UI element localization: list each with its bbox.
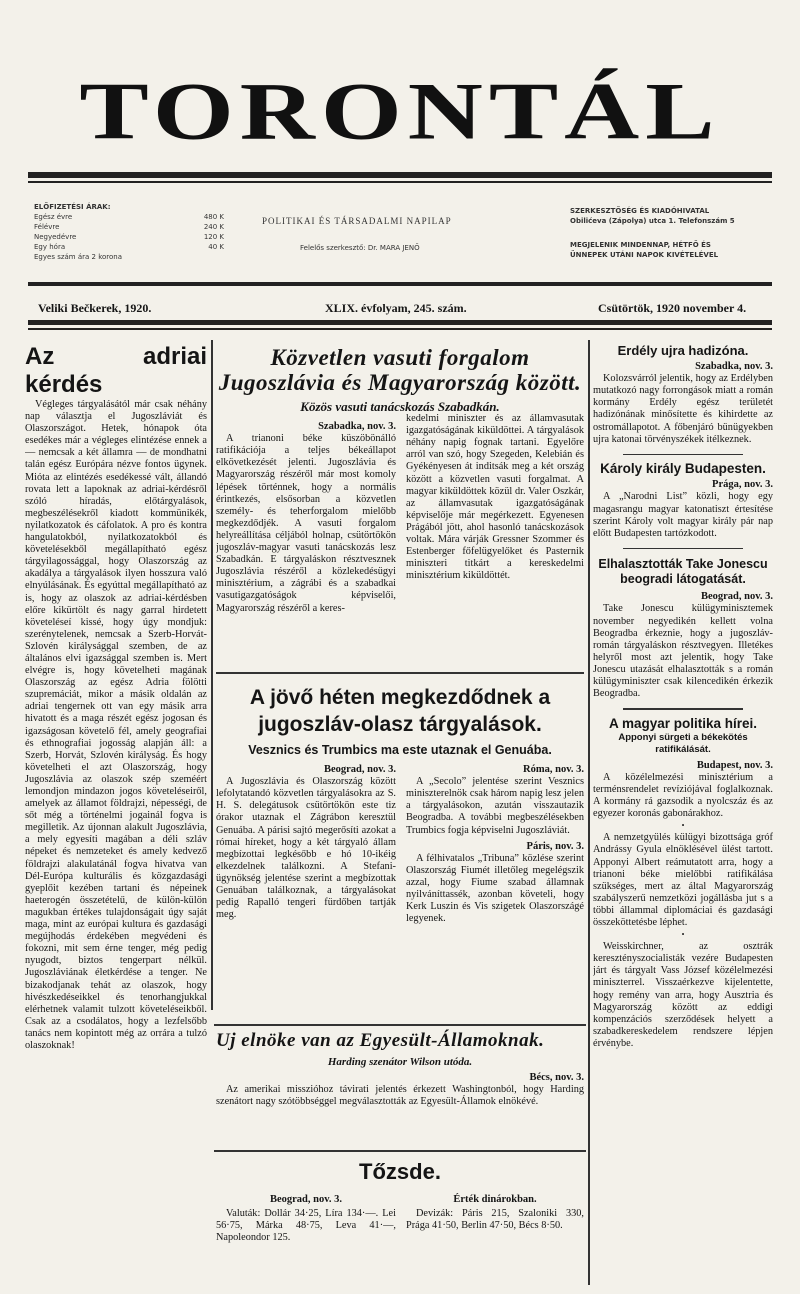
article-subtitle: Apponyi sürgeti a békekötés ratifikálását. [618,731,748,755]
article-adriai [25,343,207,1278]
article-body-right: kedelmi miniszter és az államvasutak igazgatóságának kiküldöttei. A tárgyalások néhány napig fognak tartani. Egyelőre arról van szó, hogy Szegeden, Kelebián és Gyékényesen át inditsák meg a két ország között a közvetlen vasuti forgalmat. A magyar kiküldöttek közül dr. Valer Oszkár, az államvasutak igazgatóságának képviselője már megérkezett. Egyenesen Prágából jött, ahol hasonló tanácskozások voltak. Mára várják Gressner Szommer és Estenberger főfelügyelőket és Pasternik miniszteri titkárt a kereskedelmi minisztérium kiküldöttét. [406,413,584,582]
article-body: Kolozsvárról jelentik, hogy az Erdélyben mutatkozó nagy forrongások miatt a román kormány Erdély egész területét hadizónának minősítette és kihirdette az ostromállapotot. A főbenjáró bünügyekben ujra katonai törvényszékek itélkeznek. [593,373,773,445]
article-body-1: A közélelmezési minisztérium a terménsrendelet revíziójával foglalkoznak. A kormány rá gazsodik a nyolcszáz és az egyezer koronás gabonárakhoz. [593,771,773,820]
article-elnok [216,1028,584,1140]
article-title: Károly király Budapesten. [600,461,766,477]
article-title: Tőzsde. [359,1159,441,1184]
article-dateline: Prága, nov. 3. [712,479,773,491]
dateline-rule [28,320,772,325]
masthead-rule [28,172,772,178]
header-rule [28,282,772,286]
article-body-right-1: A „Secolo” jelentése szerint Vesznics miniszterelnök csak három napig lesz jelen a tárgyalásokon, azután visszautazik Beogradba. A további megbeszélésekben Trumbics fogja képviselni Jugoszláviát. [406,776,584,836]
article-dateline: Bécs, nov. 3. [529,1072,584,1084]
article-jonescu [593,557,773,700]
dateline-right-2: Páris, nov. 3. [526,840,584,852]
article-body: Take Jonescu külügyminisztemek november negyedikén kellett volna Beogradba érkeznie, hogy a jugoszláv-román tárgyaláskon résztvegyen. Illetékes helyről most azt jelentik, hogy Take Jonescu utazását elhalasztották s a román külügyminiszter csak kilencedikén érkezik Beogradba. [593,603,773,700]
article-title: Uj elnöke van az Egyesült-Államoknak. [216,1030,545,1051]
place-year: Veliki Bečkerek, 1920. [38,301,152,315]
article-dateline: Budapest, nov. 3. [696,759,773,771]
dateline-left: Beograd, nov. 3. [323,764,396,776]
separator-dot: • [681,930,685,940]
volume-number: XLIX. évfolyam, 245. szám. [325,301,467,315]
section-rule [214,1024,586,1026]
article-subtitle: Közös vasuti tanácskozás Szabadkán. [300,399,500,414]
dateline-rule-thin [28,328,772,330]
article-title: A jövő héten megkezdődnek a jugoszláv-olasz tárgyalások. [249,686,551,736]
article-body-left: A trianoni béke küszöbönálló ratifikációja a teljes békeállapot elkövetkezését jelenti. Jugoszlávia és Magyarország részéről már most komoly lépések történnek, hogy a normális érintkezés, elsősorban a közvetlen személy- és teherforgalom mielőbb megkezdődjék. A vasuti forgalom helyreállítása céljából holnap, csütörtökön jugoszláv-magyar vasuti tanácskozás lesz Szabadkán. E tárgyaláskon résztvesznek Jugoszlávia részéről a közlekedésügyi minisztérium, a zágrábi és a szabadkai vasutigazgatóságok képviselői, Magyarország részéről a keres- [216,433,396,614]
article-subtitle: Harding szenátor Wilson utóda. [327,1056,473,1068]
article-body-right: Devizák: Páris 215, Szaloniki 330, Prága 41·50, Berlin 47·50, Bécs 8·50. [406,1208,584,1232]
article-karoly [593,463,773,540]
article-body-2: A nemzetgyülés külügyi bizottsága gróf Andrássy Gyula elnöklésével ülést tartott. Apponyi Albert reámutatott arra, hogy a trianoni béke mielőbbi ratifikálása szükséges, mert az által Magyarország szabályszerű nemzetközi jogállásba jut s a többi állammal diplomáciai és gazdasági összeköttetésbe léphet. [593,832,773,928]
article-subtitle: Vesznics és Trumbics ma este utaznak el Genuába. [248,743,552,757]
article-targyalasok [216,684,584,1020]
article-title: Közvetlen vasuti forgalom Jugoszlávia és Magyarország között. [218,345,582,395]
article-body-left: A Jugoszlávia és Olaszország között lefolytatandó közvetlen tárgyalásokra az S. H. S. delegátusok csütörtökön este tiz órakor utaznak el Zágrábon keresztül Genuába. A párisi sajtó megerősíti azokat a római híreket, hogy a két tárgyaló állam megbízottai legkésőbb e hó 10-ikéig elkezdelnek találkozni. A Stefani-ügynökség jelentése szerint a megbízottak Genuában találkoznak, a tárgyalásokat pedig Rapalló tengeri fürdőben tartják meg. [216,776,396,921]
article-tozsde [216,1158,584,1283]
article-body-right-2: A félhivatalos „Tribuna” közlése szerint Olaszország Fiumét illetőleg megelégszik azzal, hogy Fiume szabad államnak nyilváníttassék, azonban követeli, hogy Kerk Luszin és Vis szigetek Olaszországé legyenek. [406,852,584,925]
editor-line: Felelős szerkesztő: Dr. MARA JENŐ [300,244,420,252]
subscription-prices: ELŐFIZETÉSI ÁRAK: Egész évre 480 K Félévre 240 K Negyedévre 120 K Egy hóra 40 K Egyes szám ára 2 korona [34,202,234,262]
article-body: Végleges tárgyalásától már csak néhány nap választja el Jugoszláviát és Olaszországot. Hetek, hónapok óta esedékes már a végleges elintézése ennek a — nemcsak a két államra — de mondhatni talán egész Európára nézve fontos ügynek. Mióta az elintézés esedékessé vált, állandó rovata lett a lapoknak az adriai-kérdésről szóló híradás, előtárgyalások, megbeszélésekről kiadott kommünikék, nyilatkozatok és cáfolatok. A pro és kontra hangulatokból, nyilatkozatokból és követelésekből megállapítható egész tárgyilagossággal, hogy Olaszország az akadálya a tárgyalások ilyen hosszura való elnyúlásának. És egyúttal megállapítható az is, hogy az olaszok az adriai-kérdésben előre kikürtölt és nagy garral hirdetett követeléseí kissé, hogy úgy mondjuk: szerénytelenek, nemcsak a Szerb-Horvát-Szlovén királysággal szemben, de az általános elvi igazsággal szemben is. Mert elvégre is, hogy követelheti magának Olaszország az egész Adria fölötti szupremáciát, mikor a másik oldalán az adriai tengernek ott van egy másik arra hivatott és a maga részét egész jogosan és igazságosan követelő fél, amely geografiai és ethnografiai jogosság alapján áll: a Szerb, Horvát, Szlovén királyság. És hogy követelheti el azt Olaszország, hogy Jugoszlávia az olaszok szép szeméért lemondjon mindazon jogos követeléseiről, amelyek az államot földrajzi, népességi, de sőt még a történelmi jogainál fogva is megilletik. Az újonnan alakult Jugoszlávia, a mely egyesíti magában a déli szláv népeket és nemzeteket és amely kedvező földrajzi alakulatánál fogva hivatva van Dél-Európa kulturális és közgazdasági gyeplőit kezében tartani és népeinek haeterogén összetételű, de külön-külön magukban értékes tulajdonságait úgy saját maga, mint az európai kultura és gazdasági megújhodás érdekében megvédeni és fokozni, mit sem érne tenger, még pedig nyugodt, biztos tengerpart nélkül. Jugoszláviának életkérdése a tenger. Ne bizakodjanak tehát az olaszok, hogy hivészkedéseikkel és tenorhangjukkal elérhetnek valamit tulzott követeléseikből. Csak az a csodálatos, hogy a lezfelsőbb tanács nem kopintott még az orrára a tulzó olaszoknak! [25,399,207,1051]
issue-date: Csütörtök, 1920 november 4. [598,301,747,315]
section-rule [216,672,584,674]
article-title: Az adriai kérdés [25,343,207,398]
single-copy-price: Egyes szám ára 2 korona [34,253,123,261]
article-title: A magyar politika hírei. [608,715,758,731]
article-erdely [593,345,773,446]
article-dateline: Szabadka, nov. 3. [318,421,396,433]
article-body: A „Narodni List” közli, hogy egy magasrangu magyar katonatiszt értesítése szerint Károly volt magyar király pár nap előtt Budapesten tartózkodott. [593,491,773,539]
masthead-title: TORONTÁL [79,66,721,157]
article-body: Az amerikai misszióhoz távirati jelentés érkezett Washingtonból, hogy Harding szenátort nagy szótöbbséggel megválasztották az Egyesült-Államok elnökévé. [216,1084,584,1108]
column-divider-left [211,340,213,1010]
article-body-left: Valuták: Dollár 34·25, Líra 134·—. Lei 56·75, Márka 48·75, Leva 41·—, Napoleondor 125. [216,1208,396,1244]
article-dateline: Beograd, nov. 3. [700,591,773,603]
office-info: SZERKESZTŐSÉG ÉS KIADÓHIVATAL Obilićeva (Zápolya) utca 1. Telefonszám 5 MEGJELENIK MINDENNAP, HÉTFŐ ÉS ÜNNEPEK UTÁNI NAPOK KIVÉTELÉVEL [570,207,735,259]
article-vasuti [216,345,584,665]
paper-subtitle: POLITIKAI ÉS TÁRSADALMI NAPILAP [262,216,452,226]
article-title: Erdély ujra hadizóna. [617,345,749,358]
article-politika [593,715,773,1050]
article-title: Elhalasztották Take Jonescu beogradi látogatását. [598,557,768,587]
right-column [593,345,773,1285]
article-body-3: Weisskirchner, az osztrák keresztényszocialisták vezére Budapesten járt és tárgyalt Vass József közélelmezési miniszterrel. Visszaérkezve kijelentette, hogy remény van arra, hogy Ausztria és Magyarország között az eddigi kompenzációs szerződések helyett a szabadkereskedelem rendszere lépjen érvénybe. [593,941,773,1049]
dateline-right: Érték dinárokban. [453,1194,537,1205]
prices-title: ELŐFIZETÉSI ÁRAK: [34,203,111,211]
dateline-left: Beograd, nov. 3. [269,1194,343,1205]
masthead-rule-thin [28,181,772,183]
section-rule [214,1150,586,1152]
section-rule [623,454,743,456]
separator-dot: • [681,821,685,831]
article-dateline: Szabadka, nov. 3. [695,361,773,373]
column-divider-right [588,340,590,1285]
dateline-right-1: Róma, nov. 3. [523,764,584,776]
section-rule [623,708,743,710]
section-rule [623,548,743,550]
